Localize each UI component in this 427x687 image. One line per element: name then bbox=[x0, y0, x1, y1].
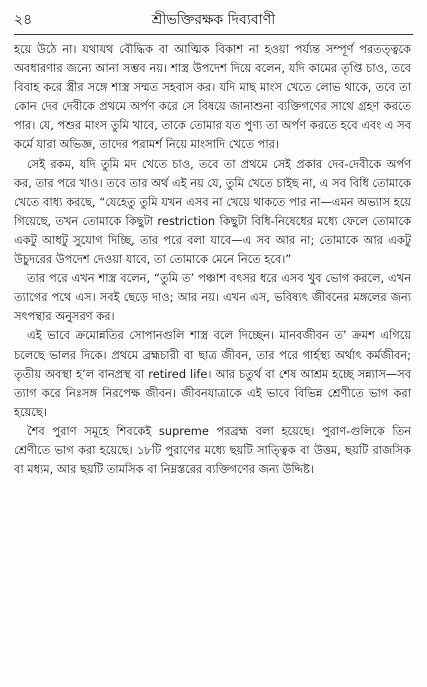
page-number: ২৪ bbox=[14, 12, 33, 28]
paragraph-4: এই ভাবে ক্রমোন্নতির সোপানগুলি শাস্ত্র বলে দিচ্ছেন। মানবজীবন ত’ ক্রমশ এগিয়ে চলেছে ভালর দিকে। প্রথমে ব্রহ্মচারী বা ছাত্র জীবন, তার পরে গার্হস্থ্য অর্থাৎ কর্মজীবন; তৃতীয় অবস্থা হ’ল বানপ্রস্থ বা retired life। আর চতুর্থ বা শেষ আশ্রম হচ্ছে সন্ন্যাস—সব ত্যাগ করে নিঃসঙ্গ নিরপেক্ষ জীবন। জীবনযাত্রাকে এই ভাবে বিভিন্ন শ্রেণীতে ভাগ করা হয়েছে। bbox=[14, 328, 411, 419]
paragraph-3: তার পরে এখন শাস্ত্র বলেন, “তুমি ত’ পঞ্চাশ বৎসর ধরে এসব খুব ভোগ করলে, এখন ত্যাগের পথে এস। সবই ছেড়ে দাও; আর নয়। এখন এস, ভবিষ্যৎ জীবনের মঙ্গলের জন্য সৎপন্থার অনুসরণ কর। bbox=[14, 271, 411, 324]
header-rule bbox=[14, 34, 413, 35]
running-title: শ্রীভক্তিরক্ষক দিব্যবাণী bbox=[151, 12, 276, 28]
paragraph-5: শৈব পুরাণ সমূহে শিবকেই supreme পরব্রহ্ম বলা হয়েছে। পুরাণ-গুলিকে তিন শ্রেণীতে ভাগ করা হয়েছে। ১৮টি পুরাণের মধ্যে ছয়টি সাত্ত্বিক বা উত্তম, ছয়টি রাজসিক বা মধ্যম, আর ছয়টি তামসিক বা নিম্নস্তরের ব্যক্তিগণের জন্য উদ্দিষ্ট। bbox=[14, 423, 411, 477]
paragraph-2: সেই রকম, যদি তুমি মদ খেতে চাও, তবে তা প্রথমে সেই প্রকার দেব-দেবীকে অর্পণ কর, তার পরে খাও। তবে তার অর্থ এই নয় যে, তুমি খেতে চাইছ না, এ সব বিধি তোমাকে খেতে বাধ্য করছে, “যেহেতু তুমি যখন এসব না খেয়ে থাকতে পার না—এমন অভ্যাস হয়ে গিয়েছে, তখন তোমাকে কিছুটা restriction কিছুটা বিধি-নিষেধের মধ্যে ফেলে তোমাকে একটু আধটু সুযোগ দিচ্ছি, তার পরে বলা যাবে—এ সব আর না; তোমাকে আর একটু উচুদরের উপদেশ দেওয়া যাবে, তা তোমাকে মেনে নিতে হবে।” bbox=[14, 156, 411, 267]
page-header bbox=[14, 10, 413, 34]
body-text bbox=[14, 40, 411, 479]
paragraph-1: হয়ে উঠে না। যথাযথ বৌদ্ধিক বা আত্মিক বিকাশ না হওয়া পর্য্যন্ত সম্পূর্ণ পরতত্ত্বকে অবধারণার জন্যে আনা সম্ভব নয়। শাস্ত্র উপদেশ দিয়ে বলেন, যদি কামের তৃপ্তি চাও, তবে বিবাহ করে স্ত্রীর সঙ্গে শাস্ত্র সম্মত সহবাস কর। যদি মাছ মাংস খেতে লোভ থাকে, তবে তা কোন দেব দেবীকে প্রথমে অর্পণ করে সে বিষয়ে জানাশুনা ব্যক্তিগণের সাথে গ্রহণ করতে পার। যে, পশুর মাংস তুমি খাবে, তাকে তোমার যত পুণ্য তা অর্পণ করতে হবে এবং এ সব কর্মে যারা অভিজ্ঞ, তাদের পরামর্শ নিয়ে মাংসাদি খেতে পার। bbox=[14, 42, 411, 152]
